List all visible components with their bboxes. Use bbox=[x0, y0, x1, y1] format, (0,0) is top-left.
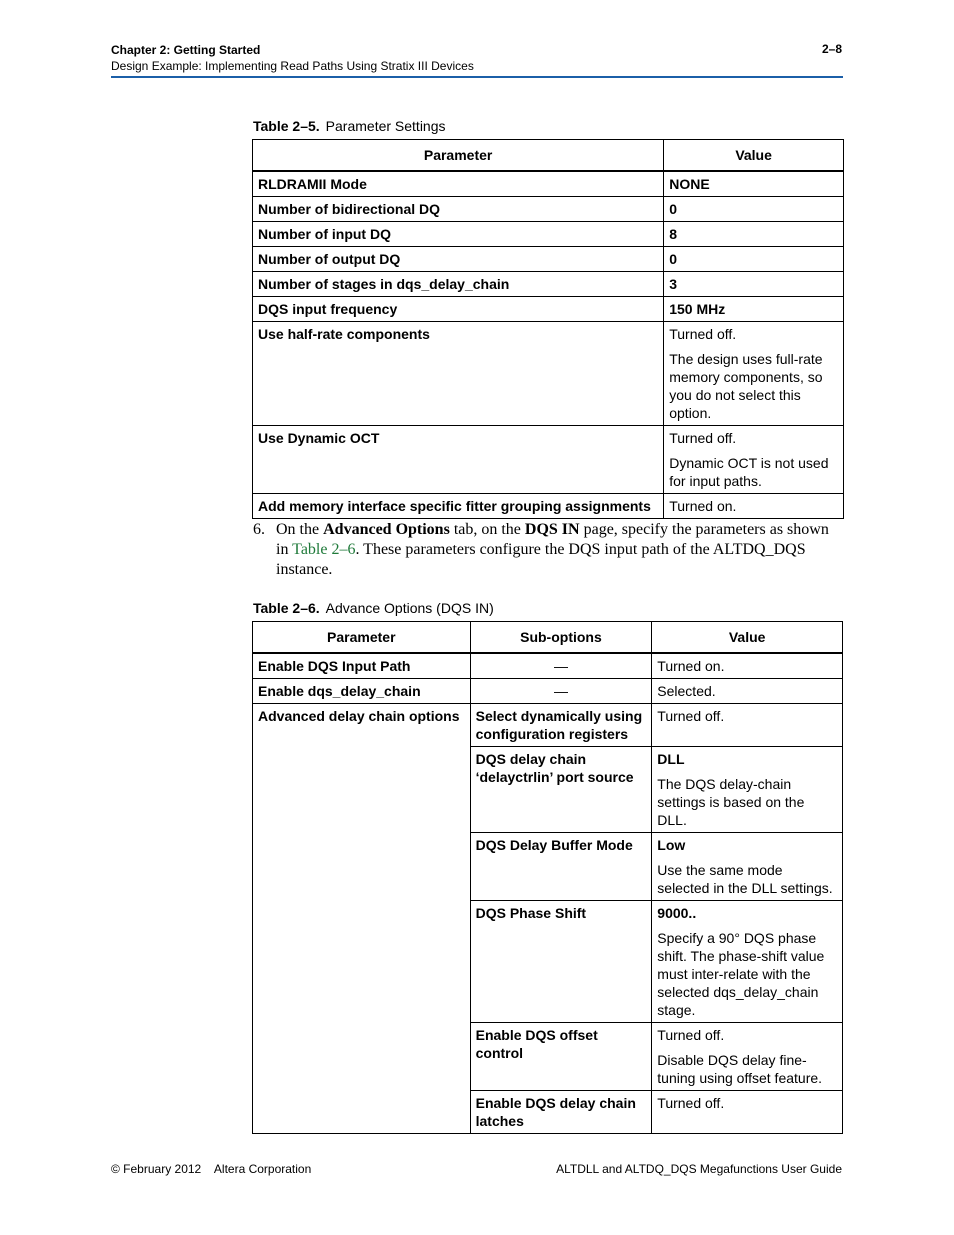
suboption-cell: DQS delay chain ‘delayctrlin’ port source bbox=[470, 747, 652, 833]
value-cell: 150 MHz bbox=[664, 297, 844, 322]
value-cell: Turned on. bbox=[664, 494, 844, 519]
value-cell: 3 bbox=[664, 272, 844, 297]
table2-caption bbox=[253, 599, 494, 617]
advanced-options-term: Advanced Options bbox=[323, 521, 450, 538]
value-cell bbox=[652, 1023, 843, 1091]
value-text: Turned off. bbox=[669, 430, 737, 446]
value-text: Low bbox=[657, 837, 686, 853]
value-cell: 0 bbox=[664, 247, 844, 272]
suboption-cell: DQS Phase Shift bbox=[470, 901, 652, 1023]
value-text: DLL bbox=[657, 751, 685, 767]
value-cell: 0 bbox=[664, 197, 844, 222]
step-6-paragraph bbox=[253, 520, 833, 580]
table-row bbox=[253, 197, 844, 222]
suboption-cell: — bbox=[470, 679, 652, 704]
text-span: tab, on the bbox=[449, 521, 525, 538]
table1-caption-title: Parameter Settings bbox=[325, 118, 446, 134]
parameter-settings-table bbox=[252, 139, 844, 519]
suboption-cell: Enable DQS offset control bbox=[470, 1023, 652, 1091]
table-row bbox=[253, 704, 843, 747]
parameter-cell: RLDRAMII Mode bbox=[253, 171, 664, 197]
value-note: Use the same mode selected in the DLL settings. bbox=[657, 862, 833, 896]
parameter-cell: Number of bidirectional DQ bbox=[253, 197, 664, 222]
page-number: 2–8 bbox=[821, 42, 842, 56]
value-note: Dynamic OCT is not used for input paths. bbox=[669, 455, 829, 489]
value-note: The design uses full-rate memory components, so you do not select this option. bbox=[669, 351, 823, 421]
parameter-cell: Enable DQS Input Path bbox=[253, 653, 471, 679]
table1-caption bbox=[253, 117, 446, 135]
parameter-cell: Use Dynamic OCT bbox=[253, 426, 664, 494]
table1-caption-label: Table 2–5. bbox=[253, 118, 320, 134]
column-header-parameter: Parameter bbox=[253, 622, 471, 654]
advance-options-table bbox=[252, 621, 843, 1134]
table-2-6-link[interactable]: Table 2–6 bbox=[292, 541, 356, 558]
step-number: 6. bbox=[253, 521, 265, 538]
suboption-cell: — bbox=[470, 653, 652, 679]
value-cell: Turned off. bbox=[652, 704, 843, 747]
text-span: On the bbox=[276, 521, 324, 538]
value-text: Turned off. bbox=[657, 1027, 725, 1043]
column-header-suboptions: Sub-options bbox=[470, 622, 652, 654]
value-cell bbox=[664, 426, 844, 494]
chapter-title: Chapter 2: Getting Started bbox=[111, 43, 261, 57]
table-row bbox=[253, 247, 844, 272]
table-row bbox=[253, 297, 844, 322]
value-cell: Turned off. bbox=[652, 1091, 843, 1134]
table2-caption-title: Advance Options (DQS IN) bbox=[325, 600, 494, 616]
value-note: Specify a 90° DQS phase shift. The phase-shift value must inter-relate with the selected dqs_delay_chain stage. bbox=[657, 930, 825, 1018]
column-header-parameter: Parameter bbox=[253, 140, 664, 172]
parameter-cell: Advanced delay chain options bbox=[253, 704, 471, 1134]
footer-document-title: ALTDLL and ALTDQ_DQS Megafunctions User Guide bbox=[556, 1162, 842, 1176]
footer-copyright: © February 2012 Altera Corporation bbox=[111, 1162, 312, 1176]
table-row bbox=[253, 426, 844, 494]
parameter-cell: Number of output DQ bbox=[253, 247, 664, 272]
table-row bbox=[253, 171, 844, 197]
text-span: page, specify the parameters as shown in bbox=[276, 521, 829, 558]
dqs-in-term: DQS IN bbox=[524, 521, 580, 538]
parameter-cell: DQS input frequency bbox=[253, 297, 664, 322]
table-row bbox=[253, 679, 843, 704]
parameter-cell: Number of stages in dqs_delay_chain bbox=[253, 272, 664, 297]
table-header-row bbox=[253, 140, 844, 172]
value-text: 9000.. bbox=[657, 905, 697, 921]
parameter-cell: Number of input DQ bbox=[253, 222, 664, 247]
parameter-cell: Add memory interface specific fitter grouping assignments bbox=[253, 494, 664, 519]
value-cell bbox=[652, 833, 843, 901]
parameter-cell: Enable dqs_delay_chain bbox=[253, 679, 471, 704]
column-header-value: Value bbox=[664, 140, 844, 172]
table-header-row bbox=[253, 622, 843, 654]
parameter-cell: Use half-rate components bbox=[253, 322, 664, 426]
suboption-cell: DQS Delay Buffer Mode bbox=[470, 833, 652, 901]
table-row bbox=[253, 272, 844, 297]
suboption-cell: Enable DQS delay chain latches bbox=[470, 1091, 652, 1134]
value-cell: Selected. bbox=[652, 679, 843, 704]
value-note: Disable DQS delay fine-tuning using offset feature. bbox=[657, 1052, 823, 1086]
value-cell: NONE bbox=[664, 171, 844, 197]
table-row bbox=[253, 322, 844, 426]
value-cell bbox=[652, 901, 843, 1023]
section-title: Design Example: Implementing Read Paths Using Stratix III Devices bbox=[111, 59, 474, 73]
value-cell: Turned on. bbox=[652, 653, 843, 679]
value-cell: 8 bbox=[664, 222, 844, 247]
column-header-value: Value bbox=[652, 622, 843, 654]
value-cell bbox=[664, 322, 844, 426]
suboption-cell: Select dynamically using configuration registers bbox=[470, 704, 652, 747]
table-row bbox=[253, 494, 844, 519]
step-text bbox=[276, 520, 833, 580]
value-cell bbox=[652, 747, 843, 833]
header-rule bbox=[111, 76, 843, 78]
value-text: Turned off. bbox=[669, 326, 737, 342]
table2-caption-label: Table 2–6. bbox=[253, 600, 320, 616]
table-row bbox=[253, 653, 843, 679]
text-span: . These parameters configure the DQS input path of the ALTDQ_DQS instance. bbox=[276, 541, 806, 578]
table-row bbox=[253, 222, 844, 247]
page-header bbox=[111, 42, 474, 74]
value-note: The DQS delay-chain settings is based on the DLL. bbox=[657, 776, 805, 828]
